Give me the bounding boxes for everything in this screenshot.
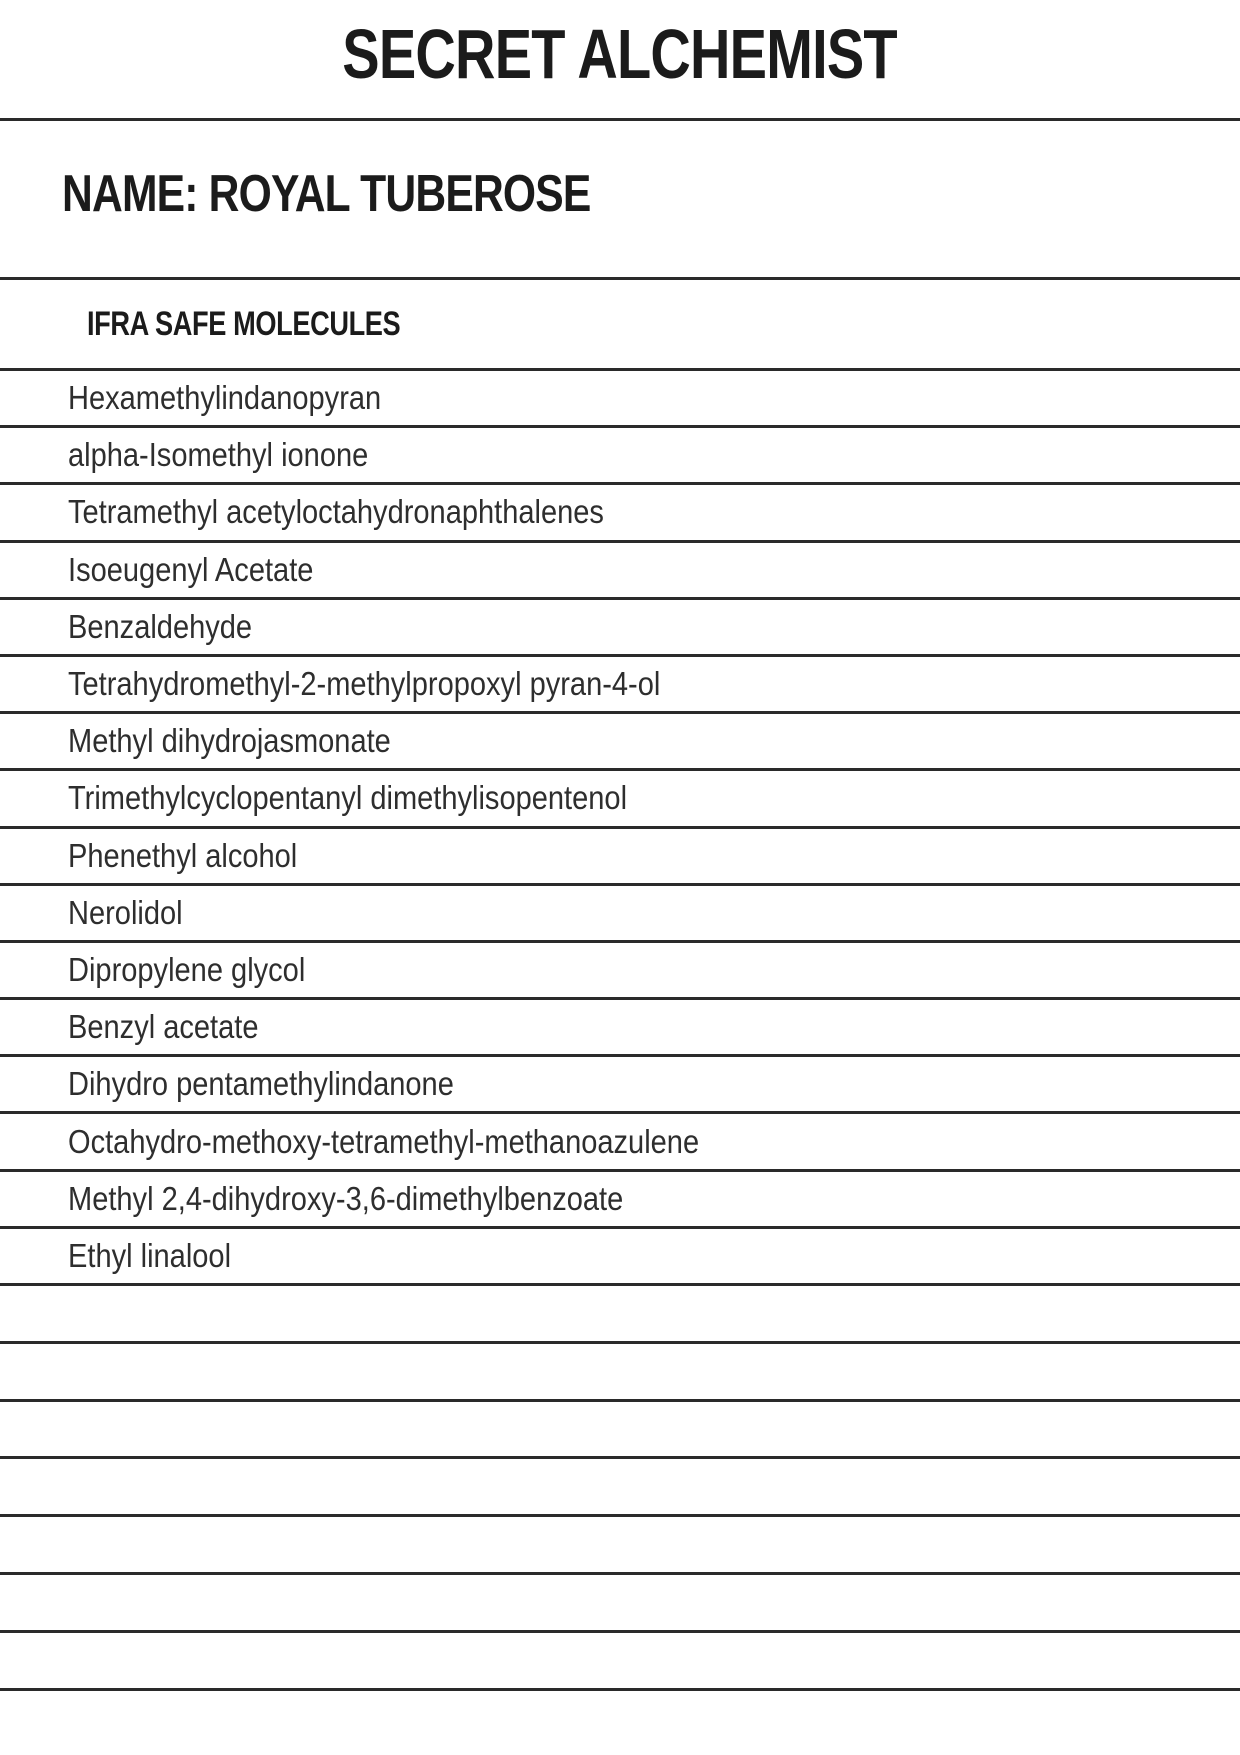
molecule-name: Trimethylcyclopentanyl dimethylisopentenol xyxy=(68,779,628,817)
empty-row xyxy=(0,1575,1240,1633)
molecule-row xyxy=(0,1114,1240,1171)
document-title: SECRET ALCHEMIST xyxy=(342,15,898,93)
molecule-name: Isoeugenyl Acetate xyxy=(68,550,314,588)
molecule-section-header xyxy=(0,280,1240,371)
molecule-row xyxy=(0,1000,1240,1057)
molecule-name: Methyl 2,4-dihydroxy-3,6-dimethylbenzoate xyxy=(68,1179,624,1217)
molecule-name: Tetrahydromethyl-2-methylpropoxyl pyran-4-ol xyxy=(68,665,661,703)
bottom-margin xyxy=(0,1691,1240,1755)
molecule-name: Ethyl linalool xyxy=(68,1236,232,1274)
molecule-row xyxy=(0,657,1240,714)
molecule-row xyxy=(0,1172,1240,1229)
empty-row xyxy=(0,1286,1240,1344)
molecule-name: Benzaldehyde xyxy=(68,607,253,645)
molecule-row xyxy=(0,943,1240,1000)
molecule-section-title: IFRA SAFE MOLECULES xyxy=(87,304,401,343)
molecule-name: Dipropylene glycol xyxy=(68,950,306,988)
molecule-row xyxy=(0,1229,1240,1286)
empty-row xyxy=(0,1344,1240,1402)
molecule-name: Dihydro pentamethylindanone xyxy=(68,1065,454,1103)
molecule-row xyxy=(0,1057,1240,1114)
fragrance-name-label: NAME: ROYAL TUBEROSE xyxy=(62,165,591,223)
empty-row xyxy=(0,1459,1240,1517)
molecule-row xyxy=(0,600,1240,657)
molecule-row xyxy=(0,485,1240,542)
molecule-row xyxy=(0,829,1240,886)
molecule-row xyxy=(0,771,1240,828)
molecule-row xyxy=(0,543,1240,600)
empty-row xyxy=(0,1517,1240,1575)
molecule-name: Methyl dihydrojasmonate xyxy=(68,722,391,760)
molecule-name: Octahydro-methoxy-tetramethyl-methanoazulene xyxy=(68,1122,700,1160)
document-header xyxy=(0,0,1240,121)
molecule-name: Nerolidol xyxy=(68,893,183,931)
molecule-name: Phenethyl alcohol xyxy=(68,836,298,874)
name-section xyxy=(0,121,1240,280)
empty-row xyxy=(0,1633,1240,1691)
molecule-row xyxy=(0,428,1240,485)
molecule-row xyxy=(0,886,1240,943)
molecule-row xyxy=(0,371,1240,428)
molecule-name: Tetramethyl acetyloctahydronaphthalenes xyxy=(68,493,604,531)
molecule-name: Hexamethylindanopyran xyxy=(68,379,382,417)
molecule-row xyxy=(0,714,1240,771)
empty-row xyxy=(0,1402,1240,1460)
molecule-name: Benzyl acetate xyxy=(68,1008,259,1046)
molecule-name: alpha-Isomethyl ionone xyxy=(68,436,369,474)
molecule-list xyxy=(0,371,1240,1691)
